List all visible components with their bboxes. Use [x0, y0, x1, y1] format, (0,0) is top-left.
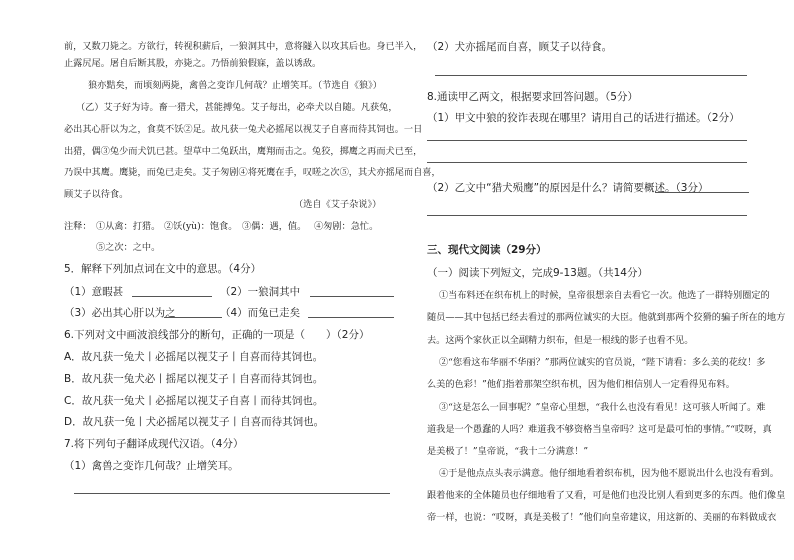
question-6-option-d[interactable]: D．故凡获一兔丨犬必摇尾以视艾子丨自喜而待其饲也。 — [64, 416, 325, 428]
passage-a-line: 止露尻尾。屠自后断其股，亦毙之。乃悟前狼假寐，盖以诱敌。 — [64, 58, 322, 69]
note-item: ③偶：遇，值。 — [242, 221, 307, 232]
question-5-item: （3）必出其心肝以为之 — [64, 307, 176, 319]
passage-a-comment: 狼亦黠矣，而顷刻两毙，禽兽之变诈几何哉？止增笑耳。 — [88, 80, 318, 91]
passage-b-line: （乙）艾子好为诗。畜一猎犬，甚能搏兔。艾子每出，必牵犬以自随。凡获兔， — [76, 102, 398, 113]
passage-b-line: 顾艾子以待食。 — [64, 189, 129, 200]
passage-b-line: 出猎，偶③兔少而犬饥已甚。望草中二兔跃出，鹰翔而击之。兔狡，掷鹰之再而犬已至， — [64, 146, 423, 157]
notes-label: 注释： — [64, 221, 92, 232]
question-8-title: 8.通读甲乙两文，根据要求回答问题。（5分） — [427, 91, 638, 103]
note-item: ①从禽：打猎。 — [96, 221, 161, 232]
story-line: 么美的色彩！”他们指着那架空织布机，因为他们相信别人一定看得见布料。 — [427, 379, 735, 390]
story-line: ④于是他点点头表示满意。他仔细地看着织布机，因为他不愿说出什么也没有看到。 — [439, 468, 779, 479]
left-column — [64, 0, 441, 560]
question-8-item-1: （1）甲文中狼的狡诈表现在哪里？请用自己的话进行描述。（2分） — [427, 112, 740, 124]
question-7-item-1: （1）禽兽之变诈几何哉？止增笑耳。 — [64, 460, 239, 472]
subsection-1-heading: （一）阅读下列短文，完成9-13题。（共14分） — [427, 267, 648, 279]
question-5-title: 5．解释下列加点词在文中的意思。（4分） — [64, 263, 262, 275]
story-line: ②“您看这布华丽不华丽？”那两位诚实的官员说，“陛下请看：多么美的花纹！多 — [439, 357, 766, 368]
question-5-item: （4）而兔已走矣 — [220, 307, 301, 319]
passage-b-line: 必出其心肝以为之，食莫不饫②足。故凡获一兔犬必摇尾以视艾子自喜而待其饲也。一日 — [64, 124, 423, 135]
story-line: 帝一样，也说：“哎呀，真是美极了！”他们向皇帝建议，用这新的、美丽的布料做成衣 — [427, 512, 777, 523]
question-8-item-2: （2）乙文中“猎犬殒鹰”的原因是什么？请简要概述。（3分） — [427, 182, 709, 194]
question-6-option-b[interactable]: B．故凡获一兔犬必丨摇尾以视艾子丨自喜而待其饲也。 — [64, 373, 324, 385]
question-6-option-a[interactable]: A．故凡获一兔犬丨必摇尾以视艾子丨自喜而待其饲也。 — [64, 351, 324, 363]
answer-blank[interactable] — [132, 296, 212, 297]
passage-b-line: 乃误中其鹰。鹰毙，而兔已走矣。艾子匆剧④将死鹰在手，叹嗟之次⑤，其犬亦摇尾而自喜， — [64, 167, 441, 178]
passage-a-line: 前，又数刀毙之。方欲行，转视积薪后，一狼洞其中，意将隧入以攻其后也。身已半入， — [64, 41, 423, 52]
story-line: 跟着他来的全体随员也仔细地看了又看，可是他们也没比别人看到更多的东西。他们像皇 — [427, 490, 786, 501]
story-line: ③“这是怎么一回事呢？”皇帝心里想，“我什么也没有看见！这可骇人听闻了。难 — [439, 402, 766, 413]
question-6-option-c[interactable]: C．故凡获一兔犬丨必摇尾以视艾子自喜丨而待其饲也。 — [64, 395, 324, 407]
story-line: 去。这两个家伙正以全副精力织布，但是一根线的影子也看不见。 — [427, 335, 694, 346]
section-3-heading: 三、现代文阅读（29分） — [427, 244, 547, 256]
question-5-item: （1）意暇甚 — [64, 286, 124, 298]
answer-line[interactable] — [427, 140, 747, 141]
note-item: ⑤之次：之中。 — [96, 242, 161, 253]
right-column — [427, 0, 786, 560]
answer-line[interactable] — [74, 493, 390, 494]
question-7-title: 7.将下列句子翻译成现代汉语。（4分） — [64, 438, 244, 450]
question-6-title: 6.下列对文中画波浪线部分的断句，正确的一项是（ ）（2分） — [64, 329, 370, 341]
answer-blank[interactable] — [655, 192, 749, 193]
answer-line[interactable] — [435, 75, 747, 76]
story-line: 随员——其中包括已经去看过的那两位诚实的大臣。他就到那两个狡猾的骗子所在的地方 — [427, 312, 786, 323]
note-item: ④匆剧：急忙。 — [314, 221, 379, 232]
answer-line[interactable] — [427, 215, 747, 216]
answer-line[interactable] — [427, 162, 747, 163]
passage-a-source: （节选自《狼》） — [313, 80, 382, 91]
story-line: 是美极了！”皇帝说，“我十二分满意！” — [427, 446, 589, 457]
question-7-item-2: （2）犬亦摇尾而自喜，顾艾子以待食。 — [427, 41, 613, 53]
question-5-item: （2）一狼洞其中 — [220, 286, 301, 298]
answer-blank[interactable] — [308, 317, 394, 318]
note-item: ②饫(yù)：饱食。 — [164, 221, 238, 232]
answer-blank[interactable] — [310, 296, 394, 297]
story-line: ①当布料还在织布机上的时候，皇帝很想亲自去看它一次。他选了一群特别圈定的 — [439, 290, 770, 301]
passage-b-source: （选自《艾子杂说》） — [294, 199, 382, 210]
answer-blank[interactable] — [164, 317, 222, 318]
story-line: 道我是一个愚蠢的人吗？难道我不够资格当皇帝吗？这可是最可怕的事情。”“哎呀，真 — [427, 424, 772, 435]
